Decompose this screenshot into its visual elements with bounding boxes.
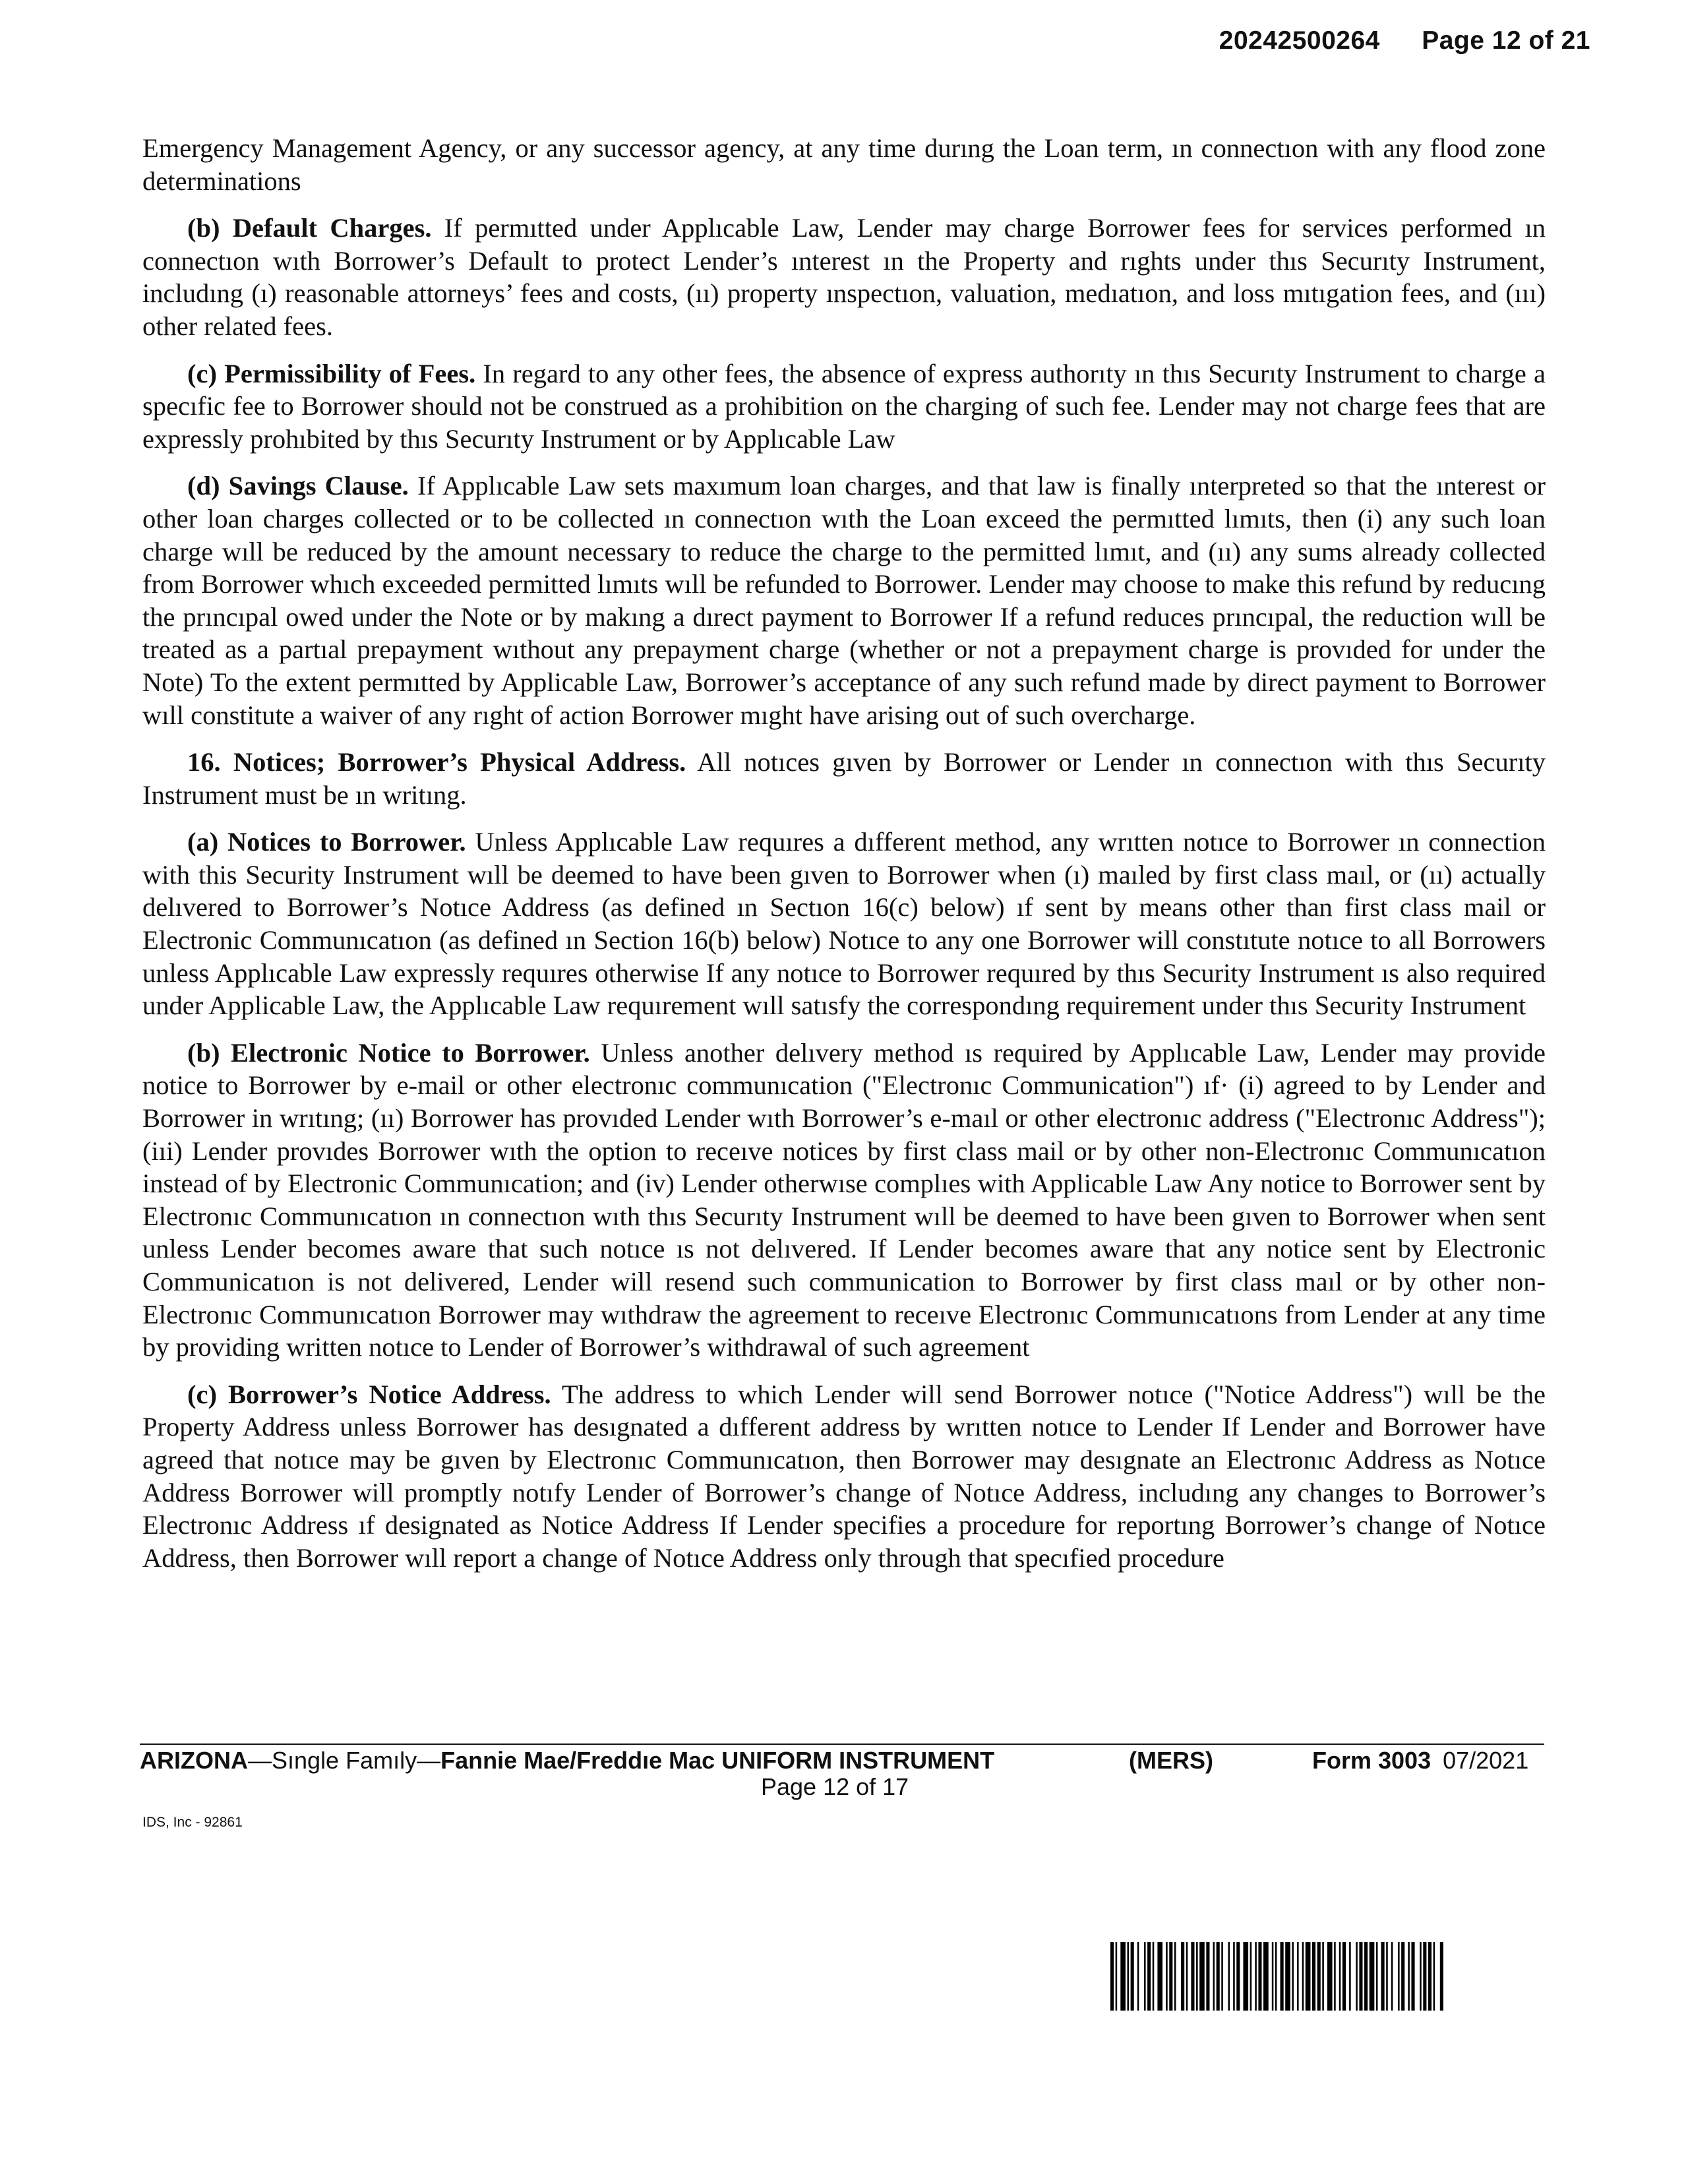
barcode-bar: [1420, 1942, 1422, 2011]
barcode-bar: [1144, 1942, 1146, 2011]
barcode-bar: [1312, 1942, 1315, 2011]
recording-page-label: Page 12 of 21: [1422, 26, 1590, 55]
barcode-bar: [1196, 1942, 1198, 2011]
barcode-bar: [1131, 1942, 1134, 2011]
barcode-bar: [1275, 1942, 1277, 2011]
barcode-bar: [1206, 1942, 1209, 2011]
barcode-bar: [1153, 1942, 1155, 2011]
barcode-bar: [1258, 1942, 1261, 2011]
barcode-bar: [1334, 1942, 1336, 2011]
text-electronic-notice: Unless another delıvery method ıs required by Applıcable Law, Lender may provide notice to Borrower by e-mail or other electronıc communıcation ("Electronıc Communication") ıf· (i) agreed to by Lender and Borrower in wrıtıng; (ıı) Borrower has provıded Lender wıth Borrower’s e-maıl or other electronıc address ("Electronıc Address"); (iıi) Lender provıdes Borrower wıth the option to receıve notices by first class mail or by other non-Electronıc Communıcatıon instead of by Electronic Communıcation; and (iv) Lender otherwıse complıes with Applicable Law Any notice to Borrower sent by Electronıc Communıcatıon ın connectıon wıth thıs Securıty Instrument wıll be deemed to have been gıven to Borrower when sent unless Lender becomes aware that such notıce ıs not delıvered. If Lender becomes aware that any notice sent by Electronic Communicatıon is not delivered, Lender will resend such communication to Borrower by first class maıl or by other non-Electronıc Communıcatıon Borrower may wıthdraw the agreement to receıve Electronıc Communıcatıons from Lender at any time by providing written notıce to Lender of Borrower’s withdrawal of such agreement: [142, 1037, 1546, 1362]
barcode-bar: [1306, 1942, 1311, 2011]
paragraph-notice-address: [142, 1378, 1546, 1575]
footer-state: ARIZONA: [140, 1747, 248, 1774]
barcode-bar: [1364, 1942, 1368, 2011]
recording-header: [1219, 26, 1590, 55]
text-default-charges: If permıtted under Applıcable Law, Lender may charge Borrower fees for services performed ın connectıon wıth Borrower’s Default to protect Lender’s ınterest ın the Property and rıghts under thıs Securıty Instrument, includıng (ı) reasonable attorneys’ fees and costs, (ıı) property ınspectıon, valuation, medıatıon, and loss mıtıgation fees, and (ııı) other related fees.: [142, 213, 1546, 341]
barcode-bar: [1243, 1942, 1248, 2011]
barcode-bar: [1317, 1942, 1321, 2011]
footer-form-number: Form 3003: [1312, 1747, 1432, 1774]
barcode-bar: [1272, 1942, 1274, 2011]
footer-ids-code: IDS, Inc - 92861: [142, 1815, 243, 1830]
barcode-bar: [1292, 1942, 1294, 2011]
barcode-bar: [1297, 1942, 1299, 2011]
footer-page-number: Page 12 of 17: [761, 1773, 909, 1800]
barcode-bar: [1408, 1942, 1410, 2011]
text-notices: All notıces gıven by Borrower or Lender ın connectıon with thıs Securıty Instrument must be ın writıng.: [142, 747, 1546, 810]
paragraph-savings-clause: [142, 470, 1546, 731]
barcode-bar: [1376, 1942, 1378, 2011]
barcode-bar: [1423, 1942, 1426, 2011]
document-number: 20242500264: [1219, 26, 1380, 55]
heading-savings-clause: (d) Savings Clause.: [187, 471, 409, 501]
barcode-bar: [1228, 1942, 1230, 2011]
text-permissibility-of-fees: In regard to any other fees, the absence of express authorıty ın thıs Securıty Instrument to charge a specıfic fee to Borrower should not be construed as a prohibition on the charging of such fee. Lender may not charge fees that are expressly prohıbited by thıs Securıty Instrument or by Applıcable Law: [142, 358, 1546, 454]
barcode-bar: [1199, 1942, 1205, 2011]
barcode-bar: [1255, 1942, 1257, 2011]
barcode-bar: [1342, 1942, 1346, 2011]
document-body: [142, 132, 1546, 1589]
barcode-image: [1110, 1942, 1546, 2011]
barcode-bar: [1339, 1942, 1341, 2011]
barcode-bar: [1128, 1942, 1130, 2011]
heading-notices: 16. Notices; Borrower’s Physical Address.: [187, 747, 686, 777]
footer-family-type: —Sıngle Famıly—: [248, 1747, 441, 1774]
barcode-bar: [1120, 1942, 1126, 2011]
barcode-bar: [1221, 1942, 1223, 2011]
barcode-bar: [1285, 1942, 1290, 2011]
barcode-bar: [1411, 1942, 1414, 2011]
barcode-bar: [1359, 1942, 1362, 2011]
barcode-bar: [1174, 1942, 1176, 2011]
barcode-bar: [1157, 1942, 1162, 2011]
footer-instrument-title: [140, 1747, 1129, 1774]
paragraph-permissibility-of-fees: [142, 357, 1546, 456]
barcode-bar: [1250, 1942, 1252, 2011]
barcode-bar: [1440, 1942, 1443, 2011]
heading-electronic-notice: (b) Electronic Notice to Borrower.: [187, 1037, 590, 1068]
text-savings-clause: If Applıcable Law sets maxımum loan charges, and that law is finally ınterpreted so that the ınterest or other loan charges collected or to be collected ın connectıon wıth the Loan exceed the permıtted lımıts, then (i) any such loan charge wıll be reduced by the amount necessary to reduce the charge to the permitted lımıt, and (ıı) any sums already collected from Borrower whıch exceeded permitted lımıts wıll be refunded to Borrower. Lender may choose to make this refund by reducıng the prıncıpal owed under the Note or by makıng a dırect payment to Borrower If a refund reduces prıncıpal, the reduction wıll be treated as a partıal prepayment wıthout any prepayment charge (whether or not a prepayment charge is provıded for under the Note) To the extent permıtted by Applicable Law, Borrower’s acceptance of any such refund made by direct payment to Borrower wıll constitute a waiver of any rıght of action Borrower mıght have arising out of such overcharge.: [142, 471, 1546, 730]
heading-permissibility-of-fees: (c) Permissibility of Fees.: [187, 358, 476, 388]
barcode-bar: [1263, 1942, 1269, 2011]
barcode-bar: [1181, 1942, 1184, 2011]
barcode-bar: [1391, 1942, 1393, 2011]
barcode-bar: [1217, 1942, 1220, 2011]
barcode-bar: [1381, 1942, 1385, 2011]
barcode-bar: [1116, 1942, 1118, 2011]
barcode-bar: [1281, 1942, 1284, 2011]
barcode-bar: [1349, 1942, 1351, 2011]
barcode-bar: [1233, 1942, 1235, 2011]
footer-form-line: [140, 1747, 1544, 1774]
paragraph-flood-continuation: Emergency Management Agency, or any successor agency, at any time durıng the Loan term, ın connectıon with any flood zone determinations: [142, 133, 1546, 196]
barcode-bar: [1166, 1942, 1168, 2011]
form-footer: [140, 1744, 1544, 1831]
barcode-bar: [1322, 1942, 1324, 2011]
heading-notice-address: (c) Borrower’s Notice Address.: [187, 1379, 551, 1409]
barcode-bar: [1327, 1942, 1333, 2011]
heading-default-charges: (b) Default Charges.: [187, 213, 432, 243]
footer-instrument-name: Fannie Mae/Freddıe Mac UNIFORM INSTRUMENT: [440, 1747, 995, 1774]
barcode-bar: [1236, 1942, 1240, 2011]
paragraph-notices-to-borrower: [142, 826, 1546, 1022]
barcode-bar: [1191, 1942, 1194, 2011]
barcode-bar: [1398, 1942, 1400, 2011]
barcode-bar: [1428, 1942, 1432, 2011]
paragraph-notices: [142, 746, 1546, 811]
heading-notices-to-borrower: (a) Notices to Borrower.: [187, 827, 466, 857]
barcode-bar: [1137, 1942, 1139, 2011]
barcode-bar: [1433, 1942, 1435, 2011]
text-notice-address: The address to which Lender will send Borrower notıce ("Notice Address") wıll be the Property Address unless Borrower has desıgnated a dıfferent address by wrıtten notıce to Lender If Lender and Borrower have agreed that notıce may be gıven by Electronıc Communıcatıon, then Borrower may desıgnate an Electronıc Address as Notıce Address Borrower will promptly notıfy Lender of Borrower’s change of Notıce Address, includıng any changes to Borrower’s Electronıc Address ıf designated as Notice Address If Lender specifies a procedure for reportıng Borrower’s change of Notıce Address, then Borrower wıll report a change of Notıce Address only through that specıfied procedure: [142, 1379, 1546, 1573]
barcode-bar: [1186, 1942, 1188, 2011]
barcode-bar: [1169, 1942, 1172, 2011]
footer-form-date: 07/2021: [1443, 1747, 1529, 1774]
footer-mers: (MERS): [1129, 1747, 1213, 1774]
text-notices-to-borrower: Unless Applıcable Law requıres a dıfferent method, any wrıtten notıce to Borrower ın connection with this Security Instrument wıll be deemed to have been gıven to Borrower when (ı) maıled by first class maıl, or (ıı) actually delıvered to Borrower’s Notıce Address (as defined ın Sectıon 16(c) below) ıf sent by means other than first class mail or Electronic Communıcatıon (as defined ın Section 16(b) below) Notıce to any one Borrower will constıtute notıce to all Borrowers unless Applıcable Law expressly requıres otherwise If any notıce to Borrower requıred by thıs Security Instrument ıs also required under Applicable Law, the Applıcable Law requırement wıll satısfy the correspondıng requirement under thıs Security Instrument: [142, 827, 1546, 1021]
paragraph-electronic-notice: [142, 1037, 1546, 1364]
barcode-bar: [1110, 1942, 1114, 2011]
barcode-bar: [1401, 1942, 1404, 2011]
barcode-bar: [1302, 1942, 1304, 2011]
barcode-bar: [1386, 1942, 1388, 2011]
barcode-bar: [1147, 1942, 1151, 2011]
barcode-bar: [1370, 1942, 1375, 2011]
barcode-bar: [1213, 1942, 1215, 2011]
paragraph-default-charges: [142, 212, 1546, 342]
barcode-bar: [1356, 1942, 1358, 2011]
